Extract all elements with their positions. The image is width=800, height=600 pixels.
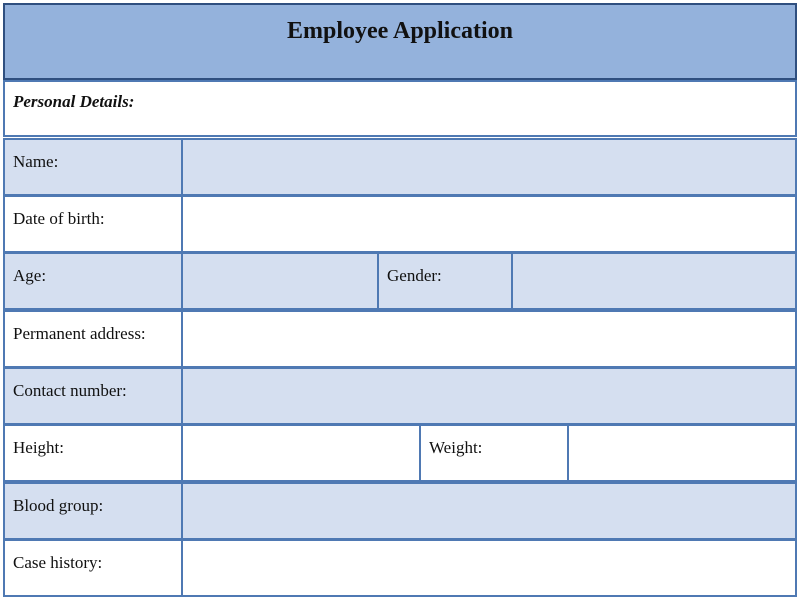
age-input-cell[interactable] — [181, 252, 379, 310]
permanent-address-input-cell[interactable] — [181, 310, 797, 368]
row-permanent-address — [3, 310, 797, 368]
blood-group-input-cell[interactable] — [181, 482, 797, 540]
case-history-input-cell[interactable] — [181, 539, 797, 597]
height-label-cell — [3, 424, 183, 482]
blood-group-label: Blood group: — [13, 496, 104, 515]
gender-label: Gender: — [387, 266, 442, 285]
name-input-cell[interactable] — [181, 138, 797, 196]
name-label: Name: — [13, 152, 59, 171]
case-history-label-cell — [3, 539, 183, 597]
section-title: Personal Details: — [13, 92, 135, 111]
date-of-birth-label: Date of birth: — [13, 209, 105, 228]
row-contact-number — [3, 367, 797, 425]
address-label-cell — [3, 310, 183, 368]
contact-label-cell — [3, 367, 183, 425]
weight-label: Weight: — [429, 438, 483, 457]
row-age-gender — [3, 252, 797, 310]
height-label: Height: — [13, 438, 64, 457]
personal-details-section — [3, 80, 797, 137]
row-date-of-birth — [3, 195, 797, 253]
row-name — [3, 138, 797, 196]
name-label-cell — [3, 138, 183, 196]
gender-input-cell[interactable] — [511, 252, 797, 310]
dob-label-cell — [3, 195, 183, 253]
contact-number-input-cell[interactable] — [181, 367, 797, 425]
date-of-birth-input-cell[interactable] — [181, 195, 797, 253]
row-case-history — [3, 539, 797, 597]
age-label: Age: — [13, 266, 47, 285]
form-title: Employee Application — [286, 18, 514, 44]
case-history-label: Case history: — [13, 553, 103, 572]
height-input-cell[interactable] — [181, 424, 421, 482]
contact-number-label: Contact number: — [13, 381, 127, 400]
gender-label-cell — [377, 252, 513, 310]
form-title-bar — [3, 3, 797, 80]
weight-input-cell[interactable] — [567, 424, 797, 482]
row-height-weight — [3, 424, 797, 482]
weight-label-cell — [419, 424, 569, 482]
age-label-cell — [3, 252, 183, 310]
row-blood-group — [3, 482, 797, 540]
blood-group-label-cell — [3, 482, 183, 540]
permanent-address-label: Permanent address: — [13, 324, 146, 343]
